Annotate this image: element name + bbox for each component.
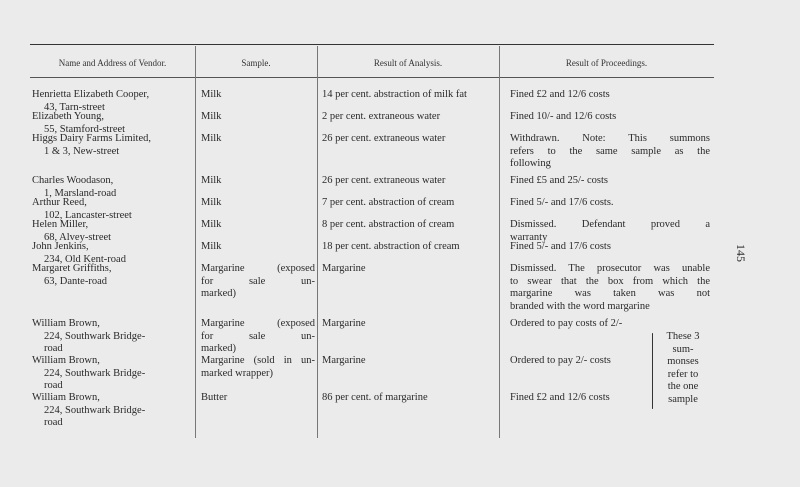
sample-cell: Milk — [201, 133, 222, 144]
vendor-address: 63, Dante-road — [44, 275, 107, 287]
vendor-name: William Brown, — [32, 355, 100, 366]
vendor-address: 224, Southwark Bridge- — [44, 404, 146, 416]
proceedings-cell: to swear that the box from which the — [510, 275, 710, 287]
column-divider — [195, 46, 196, 438]
vendor-name: Arthur Reed, — [32, 197, 87, 208]
sample-cell: Milk — [201, 219, 222, 230]
header-proceedings: Result of Proceedings. — [565, 58, 648, 68]
sample-cell: Margarine (sold in un- — [201, 355, 315, 366]
vendor-name: Charles Woodason, — [32, 175, 114, 186]
analysis-cell: 26 per cent. extraneous water — [322, 175, 446, 186]
proceedings-cell: Fined £2 and 12/6 costs — [510, 89, 610, 100]
proceedings-cell: Ordered to pay costs of 2/- — [510, 318, 623, 329]
proceedings-cell: Fined £2 and 12/6 costs — [510, 392, 610, 403]
sample-cell: for sale un- — [201, 275, 315, 287]
analysis-cell: Margarine — [322, 318, 366, 329]
analysis-cell: 2 per cent. extraneous water — [322, 111, 441, 122]
grouping-brace — [652, 333, 653, 409]
vendor-address: road — [44, 343, 63, 354]
brace-note — [656, 331, 710, 406]
column-divider — [499, 46, 500, 438]
vendor-name: Elizabeth Young, — [32, 111, 105, 122]
proceedings-cell: warranty — [510, 231, 548, 243]
column-divider — [317, 46, 318, 438]
brace-note-line: refer to — [667, 368, 699, 380]
sample-cell: Milk — [201, 89, 222, 100]
sample-cell: marked) — [201, 288, 236, 299]
page-number: 145 — [734, 244, 748, 262]
vendor-address: 224, Southwark Bridge- — [44, 367, 146, 379]
analysis-cell: 14 per cent. abstraction of milk fat — [322, 89, 467, 100]
proceedings-cell: branded with the word margarine — [510, 300, 650, 312]
proceedings-cell: Fined £5 and 25/- costs — [510, 175, 608, 186]
vendor-name: William Brown, — [32, 318, 100, 329]
vendor-name: John Jenkins, — [32, 241, 89, 252]
sample-cell: Milk — [201, 241, 222, 252]
sample-cell: marked wrapper) — [201, 367, 274, 379]
sample-cell: Milk — [201, 111, 222, 122]
table-top-rule — [30, 44, 714, 45]
proceedings-cell: following — [510, 158, 551, 169]
brace-note-line: the one — [667, 381, 699, 392]
header-sample: Sample. — [241, 58, 271, 68]
brace-note-line: sample — [668, 393, 698, 405]
brace-note-line: These 3 — [666, 331, 700, 342]
sample-cell: Margarine (exposed — [201, 263, 315, 274]
vendor-name: Henrietta Elizabeth Cooper, — [32, 89, 150, 100]
vendor-address: 102, Lancaster-street — [44, 209, 132, 221]
analysis-cell: Margarine — [322, 263, 366, 274]
proceedings-cell: refers to the same sample as the — [510, 145, 710, 157]
vendor-name: Margaret Griffiths, — [32, 263, 112, 274]
vendor-name: Helen Miller, — [32, 219, 89, 230]
analysis-cell: 18 per cent. abstraction of cream — [322, 241, 460, 252]
analysis-cell: Margarine — [322, 355, 366, 366]
sample-cell: Milk — [201, 175, 222, 186]
sample-cell: Butter — [201, 392, 228, 403]
proceedings-cell: Dismissed. The prosecutor was unable — [510, 263, 710, 274]
vendor-address: 1 & 3, New-street — [44, 145, 120, 157]
proceedings-cell: Ordered to pay 2/- costs — [510, 355, 611, 366]
vendor-address: 234, Old Kent-road — [44, 253, 126, 265]
header-analysis: Result of Analysis. — [373, 58, 443, 68]
proceedings-cell: Dismissed. Defendant proved a — [510, 219, 710, 230]
sample-cell: Milk — [201, 197, 222, 208]
vendor-address: 55, Stamford-street — [44, 123, 126, 135]
proceedings-cell: Fined 10/- and 12/6 costs — [510, 111, 617, 122]
vendor-address: road — [44, 417, 63, 428]
proceedings-cell: Withdrawn. Note: This summons — [510, 133, 710, 144]
table-header-rule — [30, 77, 714, 78]
vendor-name: William Brown, — [32, 392, 100, 403]
brace-note-line: monses — [667, 356, 699, 367]
vendor-address: road — [44, 380, 63, 391]
proceedings-cell: Fined 5/- and 17/6 costs. — [510, 197, 614, 208]
vendor-address: 43, Tarn-street — [44, 101, 105, 113]
sample-cell: for sale un- — [201, 330, 315, 342]
proceedings-cell: Fined 5/- and 17/6 costs — [510, 241, 611, 252]
analysis-cell: 8 per cent. abstraction of cream — [322, 219, 455, 230]
vendor-address: 1, Marsland-road — [44, 187, 117, 199]
proceedings-cell: margarine was taken was not — [510, 288, 710, 299]
vendor-address: 224, Southwark Bridge- — [44, 330, 146, 342]
sample-cell: Margarine (exposed — [201, 318, 315, 329]
vendor-address: 68, Alvey-street — [44, 231, 112, 243]
sample-cell: marked) — [201, 343, 236, 354]
analysis-cell: 26 per cent. extraneous water — [322, 133, 446, 144]
vendor-name: Higgs Dairy Farms Limited, — [32, 133, 151, 144]
analysis-cell: 7 per cent. abstraction of cream — [322, 197, 455, 208]
brace-note-line: sum- — [672, 343, 694, 355]
analysis-cell: 86 per cent. of margarine — [322, 392, 428, 403]
header-vendor: Name and Address of Vendor. — [58, 58, 167, 68]
